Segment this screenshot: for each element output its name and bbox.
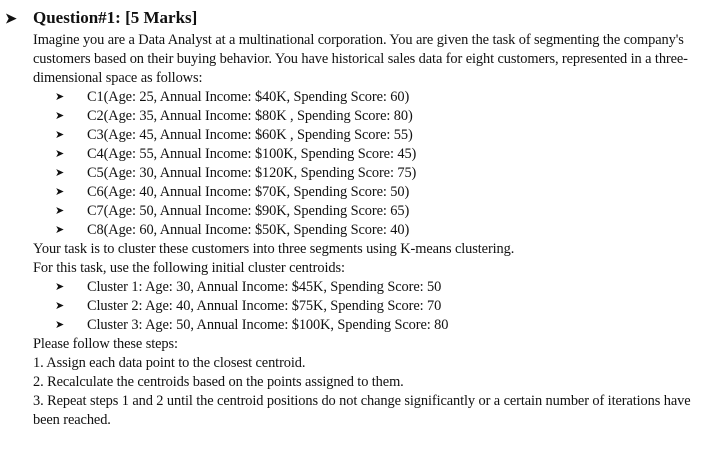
arrow-bullet-icon: ➤	[55, 110, 65, 122]
list-item: ➤ C6(Age: 40, Annual Income: $70K, Spending Score: 50)	[55, 184, 410, 200]
step-1: 1. Assign each data point to the closest centroid.	[33, 355, 306, 371]
arrow-bullet-icon: ➤	[55, 91, 65, 103]
list-item: ➤ C8(Age: 60, Annual Income: $50K, Spending Score: 40)	[55, 222, 410, 238]
list-item: ➤ C3(Age: 45, Annual Income: $60K , Spending Score: 55)	[55, 127, 413, 143]
steps-intro: Please follow these steps:	[33, 336, 178, 352]
question-body	[33, 31, 718, 430]
arrow-bullet-icon: ➤	[55, 186, 65, 198]
list-item: ➤ Cluster 3: Age: 50, Annual Income: $100K, Spending Score: 80	[55, 317, 449, 333]
step-2: 2. Recalculate the centroids based on the points assigned to them.	[33, 374, 404, 390]
arrow-bullet-icon: ➤	[55, 281, 65, 293]
list-item: ➤ C4(Age: 55, Annual Income: $100K, Spending Score: 45)	[55, 146, 417, 162]
list-item: ➤ C7(Age: 50, Annual Income: $90K, Spending Score: 65)	[55, 203, 410, 219]
arrow-bullet-icon: ➤	[55, 129, 65, 141]
arrow-bullet-icon: ➤	[55, 300, 65, 312]
question-title: Question#1: [5 Marks]	[33, 8, 198, 27]
task-text: Your task is to cluster these customers into three segments using K-means clustering.	[33, 241, 515, 257]
centroid-list	[33, 278, 718, 335]
arrow-bullet-icon: ➤	[55, 224, 65, 236]
intro-paragraph: Imagine you are a Data Analyst at a multinational corporation. You are given the task of segmenting the company's customers based on their buying behavior. You have historical sales data for eight customers, represented in a three-dimensional space as follows:	[33, 32, 688, 86]
question-heading	[5, 7, 197, 31]
arrow-bullet-icon: ➤	[55, 148, 65, 160]
arrow-bullet-icon: ➤	[5, 12, 17, 27]
step-3: 3. Repeat steps 1 and 2 until the centroid positions do not change significantly or a certain number of iterations have been reached.	[33, 393, 691, 428]
list-item: ➤ Cluster 2: Age: 40, Annual Income: $75K, Spending Score: 70	[55, 298, 442, 314]
list-item: ➤ Cluster 1: Age: 30, Annual Income: $45K, Spending Score: 50	[55, 279, 442, 295]
arrow-bullet-icon: ➤	[55, 205, 65, 217]
list-item: ➤ C5(Age: 30, Annual Income: $120K, Spending Score: 75)	[55, 165, 417, 181]
list-item: ➤ C1(Age: 25, Annual Income: $40K, Spending Score: 60)	[55, 89, 410, 105]
customer-list	[33, 88, 718, 240]
arrow-bullet-icon: ➤	[55, 319, 65, 331]
centroids-intro: For this task, use the following initial cluster centroids:	[33, 260, 345, 276]
list-item: ➤ C2(Age: 35, Annual Income: $80K , Spending Score: 80)	[55, 108, 413, 124]
arrow-bullet-icon: ➤	[55, 167, 65, 179]
